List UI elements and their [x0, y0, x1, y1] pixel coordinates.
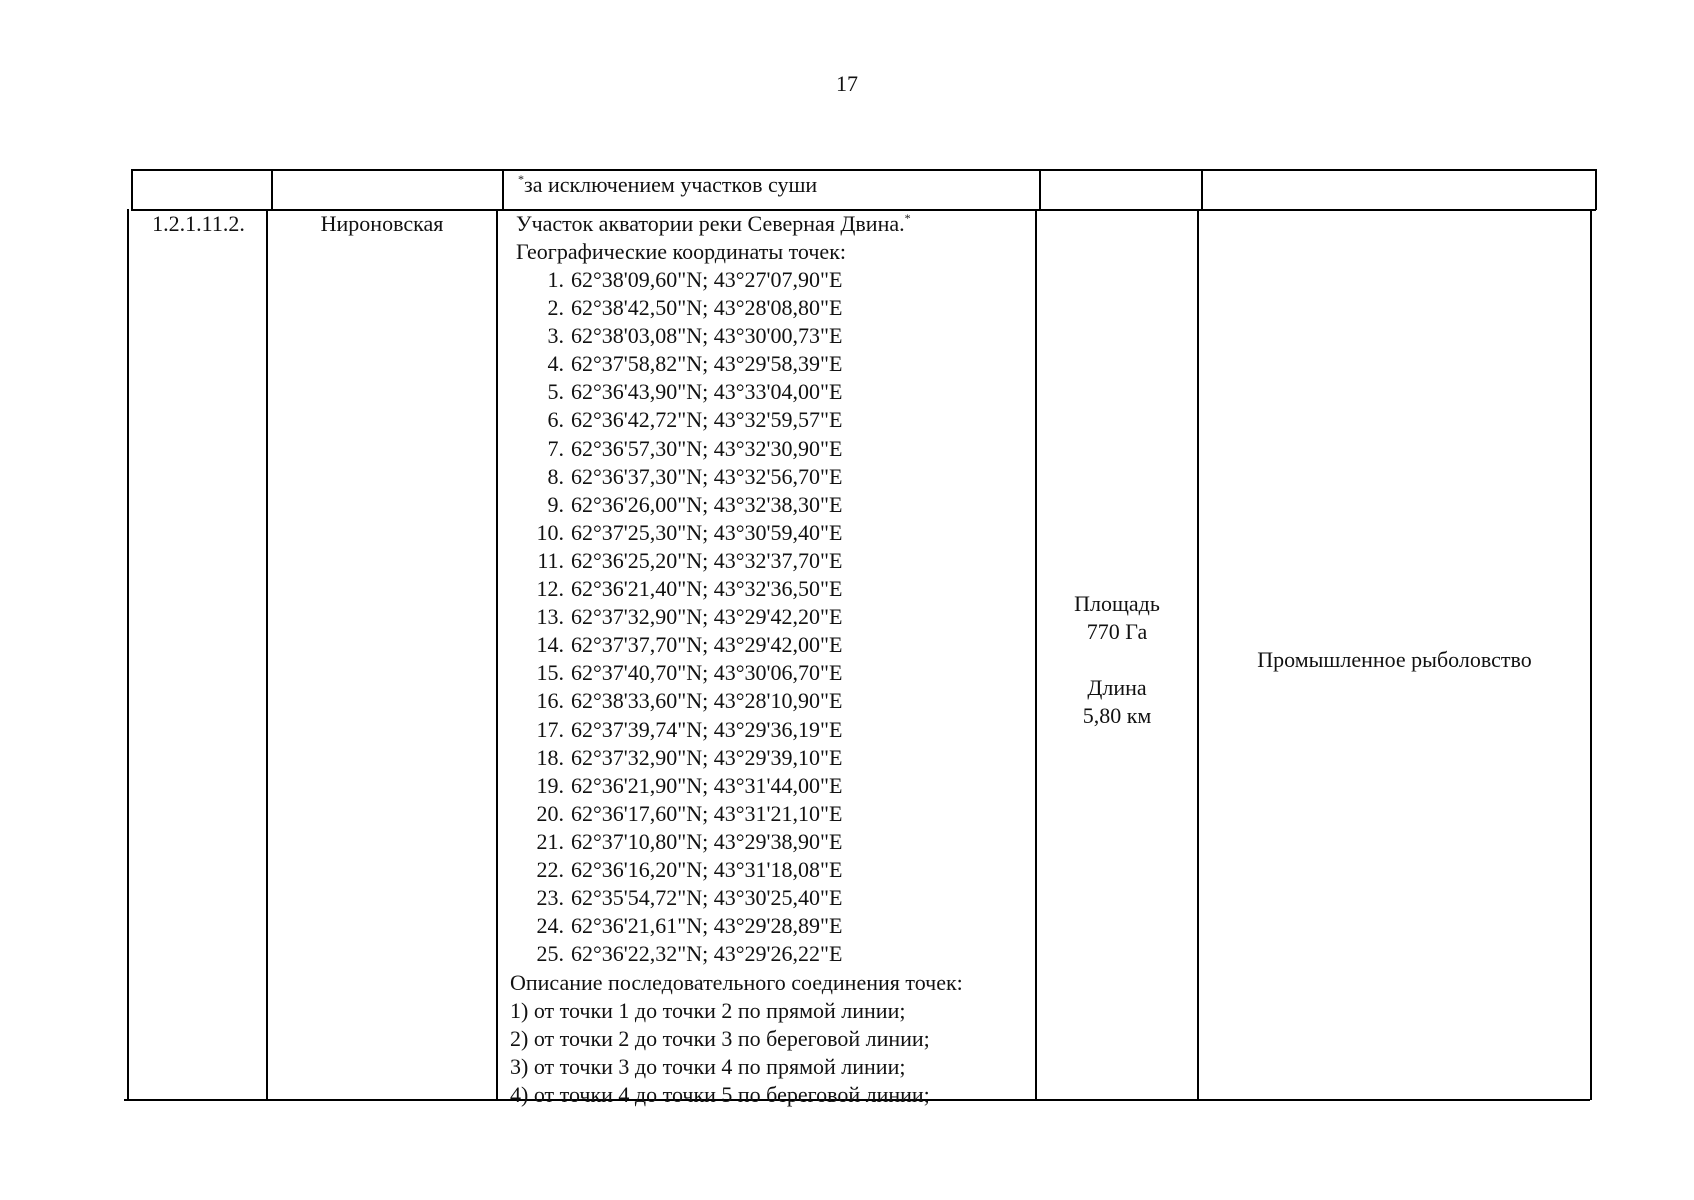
coordinate-value: 62°36'26,00"N; 43°32'38,30"E	[571, 491, 843, 517]
coordinate-list	[524, 266, 842, 968]
coordinate-value: 62°37'37,70"N; 43°29'42,00"E	[571, 632, 843, 658]
coordinate-item	[524, 350, 842, 378]
coordinate-value: 62°37'25,30"N; 43°30'59,40"E	[571, 519, 843, 545]
coordinate-item	[524, 491, 842, 519]
coordinate-value: 62°38'03,08"N; 43°30'00,73"E	[571, 323, 843, 349]
coordinate-value: 62°36'37,30"N; 43°32'56,70"E	[571, 463, 843, 489]
coordinate-item	[524, 856, 842, 884]
coordinate-item	[524, 631, 842, 659]
coordinate-item	[524, 378, 842, 406]
coordinate-number: 10.	[536, 519, 564, 545]
row-col-line-3	[1035, 209, 1037, 1100]
coordinate-value: 62°36'21,61"N; 43°29'28,89"E	[571, 913, 843, 939]
header-note	[518, 171, 817, 202]
coordinate-number: 20.	[536, 800, 564, 826]
coordinate-number: 24.	[536, 913, 564, 939]
coordinate-item	[524, 772, 842, 800]
coordinate-item	[524, 912, 842, 940]
row-col-line-1	[266, 209, 268, 1100]
coordinate-value: 62°36'57,30"N; 43°32'30,90"E	[571, 435, 843, 461]
connection-item: 2) от точки 2 до точки 3 по береговой линии;	[510, 1026, 930, 1052]
header-col-line-3	[1039, 169, 1041, 210]
row-name: Нироновская	[320, 211, 444, 236]
coordinate-number: 11.	[537, 547, 564, 573]
coordinate-number: 21.	[536, 828, 564, 854]
row-number-cell	[131, 210, 266, 238]
row-col-line-5	[1590, 209, 1592, 1100]
description-title-line	[516, 210, 911, 241]
coordinate-value: 62°37'10,80"N; 43°29'38,90"E	[571, 828, 843, 854]
coordinate-value: 62°37'32,90"N; 43°29'39,10"E	[571, 744, 843, 770]
coordinate-number: 6.	[547, 407, 564, 433]
coordinate-value: 62°37'58,82"N; 43°29'58,39"E	[571, 351, 843, 377]
header-col-line-4	[1201, 169, 1203, 210]
coordinate-item	[524, 659, 842, 687]
length-label: Длина	[1087, 675, 1147, 700]
header-col-line-0	[131, 169, 133, 210]
coordinate-number: 2.	[547, 295, 564, 321]
coordinate-number: 17.	[536, 716, 564, 742]
description-title: Участок акватории реки Северная Двина.	[516, 211, 905, 236]
coordinate-value: 62°38'33,60"N; 43°28'10,90"E	[571, 688, 843, 714]
coordinate-value: 62°37'32,90"N; 43°29'42,20"E	[571, 604, 843, 630]
coordinate-number: 3.	[547, 323, 564, 349]
coordinate-number: 14.	[536, 632, 564, 658]
coordinate-value: 62°36'21,40"N; 43°32'36,50"E	[571, 576, 843, 602]
coordinate-value: 62°37'39,74"N; 43°29'36,19"E	[571, 716, 843, 742]
coordinate-item	[524, 828, 842, 856]
coordinate-value: 62°38'42,50"N; 43°28'08,80"E	[571, 295, 843, 321]
connection-item: 4) от точки 4 до точки 5 по береговой линии;	[510, 1082, 930, 1108]
coordinate-number: 7.	[547, 435, 564, 461]
connection-item: 3) от точки 3 до точки 4 по прямой линии;	[510, 1054, 906, 1080]
footnote-mark: *	[518, 172, 524, 186]
coordinate-number: 15.	[536, 660, 564, 686]
coordinate-number: 9.	[547, 491, 564, 517]
coordinate-item	[524, 435, 842, 463]
coordinate-value: 62°36'43,90"N; 43°33'04,00"E	[571, 379, 843, 405]
coordinate-value: 62°36'16,20"N; 43°31'18,08"E	[571, 856, 843, 882]
coordinate-item	[524, 744, 842, 772]
coordinate-number: 12.	[536, 576, 564, 602]
coordinate-value: 62°36'17,60"N; 43°31'21,10"E	[571, 800, 843, 826]
row-name-cell	[268, 210, 496, 238]
area-value: 770 Га	[1086, 619, 1148, 644]
coordinate-item	[524, 716, 842, 744]
coordinate-item	[524, 266, 842, 294]
description-footnote-mark: *	[904, 211, 911, 225]
coordinate-item	[524, 575, 842, 603]
coordinate-number: 13.	[536, 604, 564, 630]
table-border-top	[131, 169, 1596, 171]
length-value: 5,80 км	[1082, 703, 1152, 728]
page-number: 17	[836, 71, 858, 96]
coordinate-item	[524, 603, 842, 631]
coordinate-value: 62°36'22,32"N; 43°29'26,22"E	[571, 941, 843, 967]
coordinate-item	[524, 406, 842, 434]
coordinate-number: 5.	[547, 379, 564, 405]
coordinate-value: 62°36'42,72"N; 43°32'59,57"E	[571, 407, 843, 433]
coordinate-number: 4.	[547, 351, 564, 377]
header-col-line-5	[1595, 169, 1597, 210]
connection-heading: Описание последовательного соединения точек:	[510, 970, 963, 995]
coords-heading: Географические координаты точек:	[516, 239, 846, 264]
coordinate-item	[524, 547, 842, 575]
coordinate-number: 16.	[536, 688, 564, 714]
header-note-text: за исключением участков суши	[524, 172, 818, 197]
coordinate-item	[524, 800, 842, 828]
coordinate-value: 62°36'21,90"N; 43°31'44,00"E	[571, 772, 843, 798]
coordinate-item	[524, 294, 842, 322]
usage-text: Промышленное рыболовство	[1257, 647, 1532, 672]
coordinate-number: 8.	[547, 463, 564, 489]
row-col-line-2	[496, 209, 498, 1100]
connection-item: 1) от точки 1 до точки 2 по прямой линии;	[510, 998, 906, 1023]
coordinate-number: 22.	[536, 856, 564, 882]
coordinate-value: 62°38'09,60"N; 43°27'07,90"E	[571, 267, 843, 292]
coordinate-value: 62°35'54,72"N; 43°30'25,40"E	[571, 885, 843, 911]
coordinate-number: 19.	[536, 772, 564, 798]
row-number: 1.2.1.11.2.	[152, 211, 245, 236]
coordinate-number: 25.	[536, 941, 564, 967]
coordinate-value: 62°37'40,70"N; 43°30'06,70"E	[571, 660, 843, 686]
coordinate-item	[524, 322, 842, 350]
coordinate-item	[524, 519, 842, 547]
coordinate-item	[524, 463, 842, 491]
coordinate-number: 1.	[547, 267, 564, 292]
header-col-line-1	[271, 169, 273, 210]
connection-list	[510, 997, 930, 1109]
coordinate-number: 18.	[536, 744, 564, 770]
coordinate-item	[524, 884, 842, 912]
coordinate-number: 23.	[536, 885, 564, 911]
area-label: Площадь	[1074, 591, 1160, 616]
row-col-line-0	[127, 209, 129, 1100]
coordinate-item	[524, 940, 842, 968]
header-col-line-2	[502, 169, 504, 210]
coordinate-item	[524, 687, 842, 715]
coordinate-value: 62°36'25,20"N; 43°32'37,70"E	[571, 547, 843, 573]
